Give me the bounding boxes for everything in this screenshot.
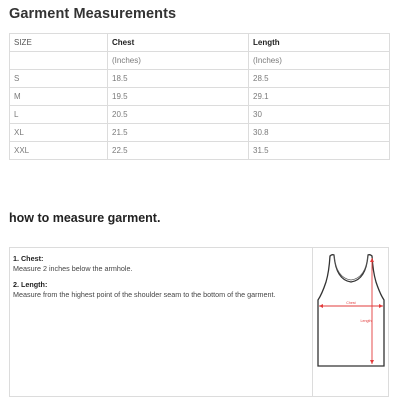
size-table — [9, 33, 390, 160]
table-row — [10, 70, 390, 88]
table-row — [10, 88, 390, 106]
size-cell: XXL — [10, 142, 108, 160]
size-cell: L — [10, 106, 108, 124]
chest-text: Measure 2 inches below the armhole. — [13, 264, 133, 273]
length-cell: 31.5 — [249, 142, 390, 160]
table-row — [10, 142, 390, 160]
how-to-title: how to measure garment. — [9, 211, 161, 225]
length-cell: 30.8 — [249, 124, 390, 142]
length-text: Measure from the highest point of the shoulder seam to the bottom of the garment. — [13, 290, 276, 299]
tank-top-outline — [318, 255, 384, 366]
chest-label: 1. Chest: — [13, 254, 44, 263]
table-header-row — [10, 34, 390, 52]
length-cell: 30 — [249, 106, 390, 124]
how-to-instructions — [13, 254, 309, 306]
tank-top-diagram — [314, 250, 388, 370]
chest-cell: 21.5 — [108, 124, 249, 142]
units-size — [10, 52, 108, 70]
table-row — [10, 124, 390, 142]
chest-instruction — [13, 254, 309, 274]
length-label: 2. Length: — [13, 280, 48, 289]
chest-cell: 19.5 — [108, 88, 249, 106]
header-size: SIZE — [10, 34, 108, 52]
size-cell: XL — [10, 124, 108, 142]
size-cell: S — [10, 70, 108, 88]
header-chest: Chest — [108, 34, 249, 52]
units-length: (Inches) — [249, 52, 390, 70]
length-cell: 29.1 — [249, 88, 390, 106]
units-chest: (Inches) — [108, 52, 249, 70]
column-divider — [312, 248, 313, 396]
table-units-row — [10, 52, 390, 70]
how-to-box — [9, 247, 389, 397]
table-row — [10, 106, 390, 124]
chest-cell: 22.5 — [108, 142, 249, 160]
size-cell: M — [10, 88, 108, 106]
chest-cell: 20.5 — [108, 106, 249, 124]
diagram-length-label: Length — [360, 319, 372, 323]
chest-cell: 18.5 — [108, 70, 249, 88]
length-cell: 28.5 — [249, 70, 390, 88]
header-length: Length — [249, 34, 390, 52]
diagram-chest-label: Chest — [346, 301, 356, 305]
page-title: Garment Measurements — [9, 6, 177, 22]
length-instruction — [13, 280, 309, 300]
